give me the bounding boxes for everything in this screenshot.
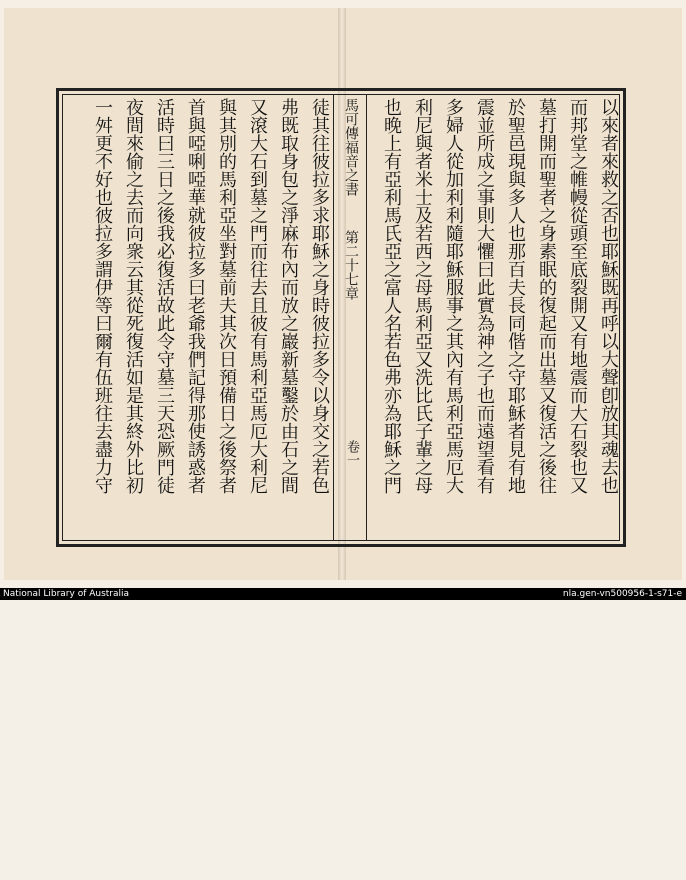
text-column: 與其別的馬利亞坐對墓前夫其次日預備日之後祭者: [216, 98, 237, 494]
text-column: 活時曰三日之後我必復活故此令守墓三天恐厥門徒: [154, 98, 175, 494]
text-column: 多婦人從加利利隨耶穌服事之其內有馬利亞馬厄大: [443, 98, 464, 494]
footer-library-credit: National Library of Australia: [3, 589, 130, 599]
text-column: 徒其往彼拉多求耶穌之身時彼拉多令以身交之若色: [309, 98, 330, 494]
text-column: 一舛更不好也彼拉多謂伊等曰爾有伍班往去盡力守: [92, 98, 113, 494]
text-column: 而邦堂之帷幔從頭至底裂開又有地震而大石裂也又: [567, 98, 588, 494]
band-title: 馬可傳福音之書: [343, 98, 359, 196]
band-page: 卷一: [344, 440, 359, 466]
footer-identifier: nla.gen-vn500956-1-s71-e: [562, 589, 682, 599]
text-column: 利尼與者米士及若西之母馬利亞又洗比氏子輩之母: [412, 98, 433, 494]
text-column: 弗既取身包之淨麻布內而放之巖新墓鑿於由石之間: [278, 98, 299, 494]
text-column: 於聖邑現與多人也那百夫長同偕之守耶穌者見有地: [505, 98, 526, 494]
text-column: 以來者來救之否也耶穌既再呼以大聲卽放其魂去也: [598, 98, 619, 494]
text-column: 震並所成之事則大懼曰此實為神之子也而遠望看有: [474, 98, 495, 494]
text-column: 夜間來偷之去而向衆云其從死復活如是其終外比初: [123, 98, 144, 494]
text-column: 墓打開而聖者之身素眠的復起而出墓又復活之後往: [536, 98, 557, 494]
text-column: 首與啞唎啞華就彼拉多曰老爺我們記得那使誘惑者: [185, 98, 206, 494]
text-column: 又滾大石到墓之門而往去且彼有馬利亞馬厄大利尼: [247, 98, 268, 494]
text-column: 也晚上有亞利馬氏亞之富人名若色弗亦為耶穌之門: [381, 98, 402, 494]
band-chapter: 第二十七章: [343, 230, 359, 300]
